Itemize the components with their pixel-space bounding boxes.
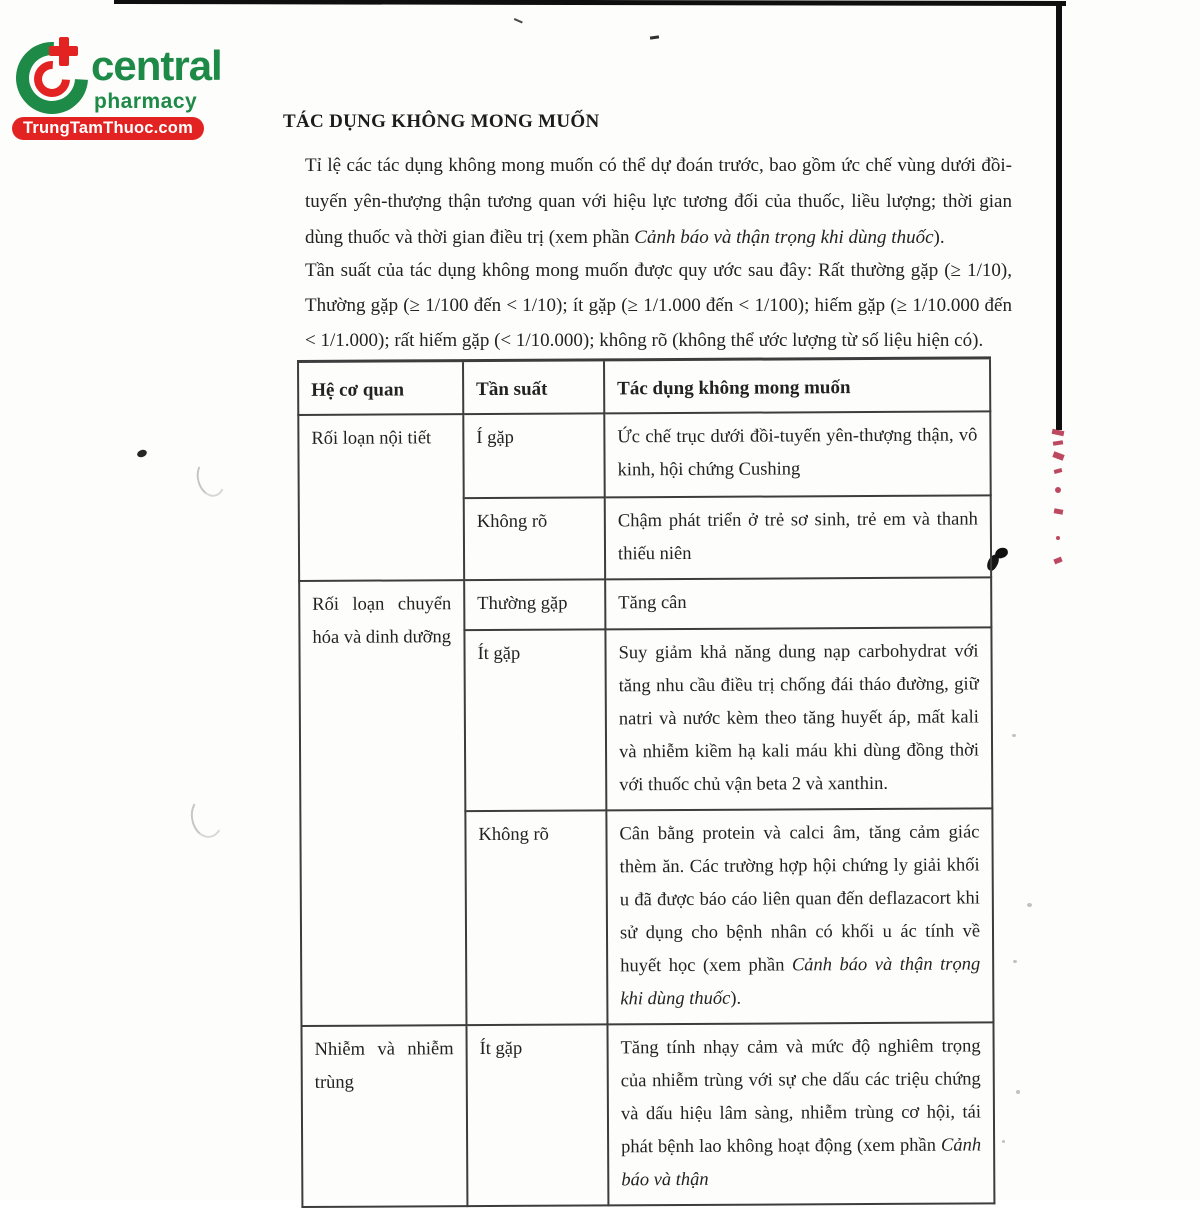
- cell-organ-infections: Nhiễm và nhiễm trùng: [301, 1025, 467, 1207]
- effect-text: ).: [730, 988, 742, 1009]
- cell-frequency: Í gặp: [463, 413, 604, 498]
- logo-sub-text: pharmacy: [94, 90, 198, 113]
- paragraph-text: ).: [933, 227, 945, 248]
- adverse-effects-table: [297, 356, 995, 1208]
- central-pharmacy-logo: [12, 36, 222, 142]
- pen-arc-mark: [188, 794, 227, 841]
- effect-text: Tăng tính nhạy cảm và mức độ nghiêm trọng của nhiễm trùng với sự che dấu các triệu chứng và dấu hiệu lâm sàng, nhiễm trùng cơ hội, tái phát bệnh lao không hoạt động (xem phần: [620, 1036, 982, 1158]
- dust-speck: [1012, 734, 1016, 737]
- col-header-frequency: Tần suất: [463, 360, 604, 414]
- cell-frequency: Thường gặp: [464, 579, 605, 630]
- effect-text: Cân bằng protein và calci âm, tăng cảm giác thèm ăn. Các trường hợp hội chứng ly giải khối u đã được báo cáo liên quan đến deflazacort khi sử dụng cho bệnh nhân có khối u ác tính về huyết học (xem phần: [619, 822, 981, 977]
- cell-effect: Ức chế trục dưới đồi-tuyến yên-thượng thận, vô kinh, hội chứng Cushing: [604, 411, 990, 497]
- logo-plus-icon: [49, 46, 78, 56]
- table-row: [299, 577, 991, 631]
- red-ink-marks: [1049, 424, 1067, 592]
- dust-speck: [1002, 1140, 1005, 1143]
- table-header-row: [298, 358, 990, 415]
- table-row: [301, 1022, 994, 1207]
- cell-effect: Suy giảm khả năng dung nạp carbohydrat với tăng nhu cầu điều trị chống đái tháo đường, giữ natri và nước kèm theo tăng huyết áp, mất kali và nhiễm kiềm hạ kali máu khi dùng đồng thời với thuốc chủ vận beta 2 và xanthin.: [605, 627, 992, 810]
- italic-cross-reference: Cảnh báo và thận trọng khi dùng thuốc: [620, 954, 981, 1010]
- cell-effect: [606, 808, 993, 1024]
- pen-arc-mark: [193, 456, 229, 500]
- cell-frequency: Ít gặp: [464, 629, 606, 811]
- paragraph-text: Tỉ lệ các tác dụng không mong muốn có thể dự đoán trước, bao gồm ức chế vùng dưới đồi-tuyến yên-thượng thận tương quan với hiệu lực tương đối của thuốc, liều lượng; thời gian dùng thuốc và thời gian điều trị (xem phần: [305, 155, 1012, 248]
- ink-blot: [994, 546, 1009, 559]
- italic-cross-reference: Cảnh báo và thận trọng khi dùng thuốc: [634, 227, 934, 248]
- scan-edge-right-line: [1056, 2, 1062, 430]
- col-header-organ-system: Hệ cơ quan: [298, 361, 463, 415]
- intro-paragraph-2: Tần suất của tác dụng không mong muốn được quy ước sau đây: Rất thường gặp (≥ 1/10), Thường gặp (≥ 1/100 đến < 1/10); ít gặp (≥ 1/1.000 đến < 1/100); hiếm gặp (≥ 1/10.000 đến < 1/1.000); rất hiếm gặp (< 1/10.000); không rõ (không thể ước lượng từ số liệu hiện có).: [305, 260, 1012, 351]
- cell-frequency: Không rõ: [464, 497, 605, 580]
- intro-paragraph-1: [305, 148, 1012, 256]
- logo-brand-text: central: [91, 42, 222, 89]
- dust-speck: [1016, 1090, 1020, 1094]
- cell-effect: Chậm phát triển ở trẻ sơ sinh, trẻ em và thanh thiếu niên: [605, 495, 991, 579]
- dust-speck: [514, 13, 525, 24]
- table-row: [298, 411, 990, 499]
- cell-effect: [607, 1022, 994, 1205]
- dust-speck: [1013, 960, 1017, 963]
- italic-cross-reference: Cảnh báo và thận: [621, 1135, 982, 1191]
- scan-edge-top-line: [114, 0, 1066, 6]
- dust-speck: [650, 35, 659, 39]
- cell-frequency: Không rõ: [465, 810, 607, 1025]
- cell-frequency: Ít gặp: [466, 1024, 608, 1206]
- section-title: TÁC DỤNG KHÔNG MONG MUỐN: [283, 111, 600, 132]
- logo-site-banner: TrungTamThuoc.com: [12, 117, 204, 140]
- cell-effect: Tăng cân: [605, 577, 991, 629]
- cell-organ-endocrine: Rối loạn nội tiết: [298, 414, 464, 581]
- dust-speck: [1027, 903, 1032, 907]
- dust-speck: [136, 449, 148, 459]
- cell-organ-metabolism: Rối loạn chuyển hóa và dinh dưỡng: [299, 580, 466, 1026]
- col-header-adverse-effect: Tác dụng không mong muốn: [604, 358, 990, 414]
